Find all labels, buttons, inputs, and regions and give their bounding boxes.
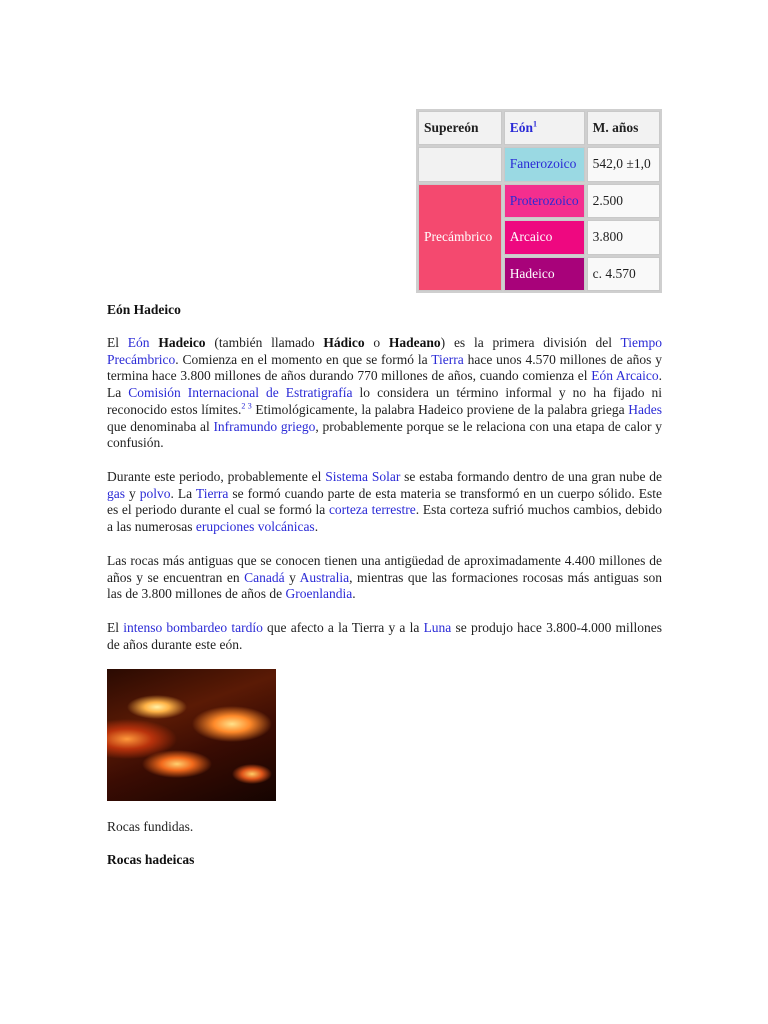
bold-hadeano: Hadeano [388,335,441,350]
hadeico-cell: Hadeico [504,257,585,292]
text: que denominaba al [107,418,214,434]
paragraph-bombardment [107,620,662,653]
link-gas[interactable]: gas [107,485,125,501]
link-groenlandia[interactable]: Groenlandia [285,586,353,602]
text: . La [170,485,196,501]
image-caption: Rocas fundidas. [107,819,194,834]
text: . Esta corteza sufrió muchos cambios, debido a las numerosas [107,502,662,535]
section-title-eon-hadeico: Eón Hadeico [107,302,181,317]
text: . [314,519,319,535]
link-tierra[interactable]: Tierra [195,485,229,501]
paragraph-formation [107,469,662,536]
link-sistema-solar[interactable]: Sistema Solar [325,469,401,484]
molten-rock-image [107,669,276,801]
text: (también llamado [205,335,324,350]
link-tierra[interactable]: Tierra [431,351,464,367]
link-erupciones-volcanicas[interactable]: erupciones volcánicas [195,519,315,535]
text: hace unos 4.570 millones de años y termina hace 3.800 millones de años durando 770 millones de años, cuando comienza el [107,351,662,384]
header-eon [504,111,585,145]
eon-table [416,109,662,293]
fanerozoico-years: 542,0 ±1,0 [587,147,660,182]
text: El [107,335,128,350]
text: se formó cuando parte de esta materia se transformó en un cuerpo sólido. Este es el periodo durante el cual se formó la [107,485,662,518]
text: . [352,586,356,602]
link-comision-estratigrafia[interactable]: Comisión Internacional de Estratigrafía [128,385,353,401]
bold-hadeico: Hadeico [158,335,206,350]
table-row [418,147,660,182]
arcaico-years: 3.800 [587,220,660,255]
fanerozoico-link[interactable]: Fanerozoico [504,147,585,182]
text: Las rocas más antiguas que se conocen tienen una antigüedad de aproximadamente 4.400 millones de años y se encuentran en [107,553,662,585]
link-eon[interactable]: Eón [127,335,150,350]
header-years: M. años [587,111,660,145]
paragraph-intro [107,335,662,452]
text: y [284,569,300,585]
text: El [107,620,124,635]
text: , mientras que las formaciones rocosas más antiguas son las de 3.800 millones de años de [107,569,663,602]
link-canada[interactable]: Canadá [244,569,285,585]
table-row [418,184,660,219]
text: que afecto a la Tierra y a la [262,620,424,635]
footnote-2-3[interactable]: 2 3 [241,401,252,411]
text: . Comienza en el momento en que se formó la [175,351,432,367]
hadeico-years: c. 4.570 [587,257,660,292]
text: se estaba formando dentro de una gran nube de [400,469,663,484]
proterozoico-years: 2.500 [587,184,660,219]
precambrico-cell: Precámbrico [418,184,502,292]
paragraph-oldest-rocks [107,553,662,603]
link-tiempo-precambrico[interactable]: Tiempo Precámbrico [107,335,663,367]
text: se produjo hace 3.800-4.000 millones de años durante este eón. [107,620,663,652]
text: . La [107,368,662,401]
table-header-row [418,111,660,145]
text: Etimológicamente, la palabra Hadeico proviene de la palabra griega [251,401,629,417]
text: , probablemente porque se le relaciona con una etapa de calor y confusión. [107,418,663,451]
text [150,335,159,350]
link-intenso-bombardeo-tardio[interactable]: intenso bombardeo tardío [123,620,263,635]
text: y [125,485,140,501]
text: o [364,335,389,350]
link-hades[interactable]: Hades [628,401,663,417]
text: ) es la primera división del [440,335,621,350]
text: lo considera un término informal y no ha fijado ni reconocido estos límites. [107,385,662,417]
eon-header-link[interactable]: Eón [509,120,533,135]
header-supereon: Supereón [418,111,502,145]
link-eon-arcaico[interactable]: Eón Arcaico [591,368,659,384]
link-polvo[interactable]: polvo [139,485,171,501]
link-inframundo-griego[interactable]: Inframundo griego [213,418,316,434]
link-australia[interactable]: Australia [299,569,350,585]
arcaico-cell: Arcaico [504,220,585,255]
bold-hadico: Hádico [323,335,365,350]
text: Durante este periodo, probablemente el [107,469,326,484]
section-title-rocas-hadeicas: Rocas hadeicas [107,852,195,867]
footnote-1[interactable]: 1 [532,119,537,129]
link-luna[interactable]: Luna [423,620,452,635]
supereon-empty-cell [418,147,502,182]
proterozoico-link[interactable]: Proterozoico [504,184,585,219]
link-corteza-terrestre[interactable]: corteza terrestre [328,502,416,518]
